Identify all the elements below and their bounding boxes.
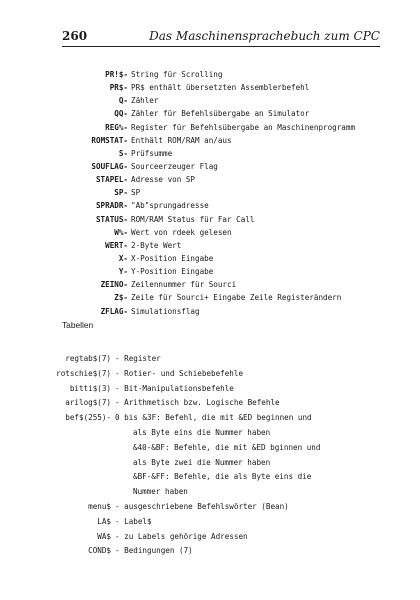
table-row — [0, 530, 420, 545]
variable-description: 2-Byte Wert — [131, 240, 182, 250]
variable-description: Prüfsumme — [131, 148, 173, 158]
table-name: LA$ — [97, 516, 111, 526]
variable-row — [0, 199, 420, 212]
variable-name: SPRADR- — [95, 201, 128, 211]
variable-description: Enthält ROM/RAM an/aus — [131, 135, 232, 145]
variable-row — [0, 147, 420, 160]
table-name: arilog$(7) — [65, 398, 111, 408]
table-name: rotschie$(7) — [56, 368, 111, 378]
page-number: 260 — [62, 29, 88, 43]
variable-description: Y-Position Eingabe — [131, 267, 214, 277]
table-row — [0, 426, 420, 441]
table-description: als Byte zwei die Nummer haben — [133, 457, 271, 467]
variable-row — [0, 278, 420, 291]
table-description: &BF-&FF: Befehle, die als Byte eins die — [133, 472, 312, 482]
variable-name: STATUS- — [95, 214, 128, 224]
variable-description: SP — [131, 188, 141, 198]
table-description: als Byte eins die Nummer haben — [133, 427, 271, 437]
variable-description: PR$ enthält übersetzten Assemblerbefehl — [131, 83, 310, 93]
variable-name: W%- — [114, 227, 128, 237]
variable-row — [0, 81, 420, 94]
variable-row — [0, 121, 420, 134]
variable-name: QQ- — [114, 109, 128, 119]
table-name: bef$(255)- — [65, 413, 111, 423]
variable-description: Zeile für Sourci+ Eingabe Zeile Registerändern — [131, 293, 342, 303]
variable-name: ROMSTAT- — [91, 135, 128, 145]
table-row — [0, 515, 420, 530]
variable-row — [0, 160, 420, 173]
variable-list — [0, 68, 420, 318]
table-description: Nummer haben — [133, 487, 188, 497]
variable-row — [0, 265, 420, 278]
table-description: - zu Labels gehörige Adressen — [115, 531, 248, 541]
variable-row — [0, 239, 420, 252]
table-row — [0, 396, 420, 411]
table-list — [0, 352, 420, 559]
variable-description: Register für Befehlsübergabe an Maschinenprogramm — [131, 122, 356, 132]
table-row — [0, 352, 420, 367]
variable-row — [0, 305, 420, 318]
variable-row — [0, 68, 420, 81]
table-description: - Label$ — [115, 516, 152, 526]
variable-description: X-Position Eingabe — [131, 253, 214, 263]
variable-description: ROM/RAM Status für Far Call — [131, 214, 255, 224]
table-row — [0, 500, 420, 515]
variable-row — [0, 252, 420, 265]
variable-description: Zeilennummer für Sourci — [131, 280, 237, 290]
table-row — [0, 544, 420, 559]
variable-row — [0, 213, 420, 226]
variable-description: Wert von rdeek gelesen — [131, 227, 232, 237]
variable-name: ZEINO- — [100, 280, 128, 290]
table-description: - Bedingungen (7) — [115, 546, 193, 556]
table-description: - ausgeschriebene Befehlswörter (Bean) — [115, 501, 289, 511]
variable-description: String für Scrolling — [131, 70, 223, 79]
variable-name: Z$- — [114, 293, 128, 303]
variable-name: PR!$- — [105, 70, 128, 79]
table-description: - Rotier- und Schiebebefehle — [115, 368, 244, 378]
table-name: WA$ — [97, 531, 111, 541]
variable-name: Q- — [118, 96, 128, 106]
variable-name: STAPEL- — [95, 175, 128, 185]
variable-description: Simulationsflag — [131, 306, 200, 316]
table-description: - Register — [115, 354, 161, 363]
variable-row — [0, 226, 420, 239]
table-row — [0, 411, 420, 426]
running-title: Das Maschinensprachebuch zum CPC — [149, 29, 380, 43]
table-description: &40-&BF: Befehle, die mit &ED bginnen und — [133, 442, 321, 452]
table-row — [0, 441, 420, 456]
variable-name: REG%- — [105, 122, 128, 132]
section-heading: Tabellen — [62, 320, 94, 330]
variable-row — [0, 107, 420, 120]
variable-description: Zähler für Befehlsübergabe an Simulator — [131, 109, 310, 119]
table-name: menu$ — [88, 501, 111, 511]
variable-description: Zähler — [131, 96, 159, 106]
variable-row — [0, 134, 420, 147]
page-header — [62, 28, 380, 47]
variable-name: WERT- — [105, 240, 128, 250]
variable-name: Y- — [118, 267, 128, 277]
table-row — [0, 382, 420, 397]
table-description: - Bit-Manipulationsbefehle — [115, 383, 234, 393]
table-description: - Arithmetisch bzw. Logische Befehle — [115, 398, 280, 408]
variable-name: SOUFLAG- — [91, 161, 128, 171]
table-row — [0, 456, 420, 471]
table-row — [0, 367, 420, 382]
variable-description: Sourceerzeuger Flag — [131, 161, 218, 171]
variable-name: SP- — [114, 188, 128, 198]
variable-name: PR$- — [109, 83, 128, 93]
variable-description: Adresse von SP — [131, 175, 196, 185]
variable-name: S- — [118, 148, 128, 158]
variable-row — [0, 291, 420, 304]
variable-name: ZFLAG- — [100, 306, 128, 316]
table-name: bitti$(3) — [69, 383, 111, 393]
table-name: COND$ — [88, 546, 111, 556]
table-description: 0 bis &3F: Befehl, die mit &ED beginnen und — [115, 413, 312, 423]
variable-description: "Ab"sprungadresse — [131, 201, 209, 211]
table-row — [0, 470, 420, 485]
variable-row — [0, 173, 420, 186]
variable-row — [0, 186, 420, 199]
table-name: regtab$(7) — [65, 354, 111, 363]
variable-row — [0, 94, 420, 107]
table-row — [0, 485, 420, 500]
variable-name: X- — [118, 253, 128, 263]
